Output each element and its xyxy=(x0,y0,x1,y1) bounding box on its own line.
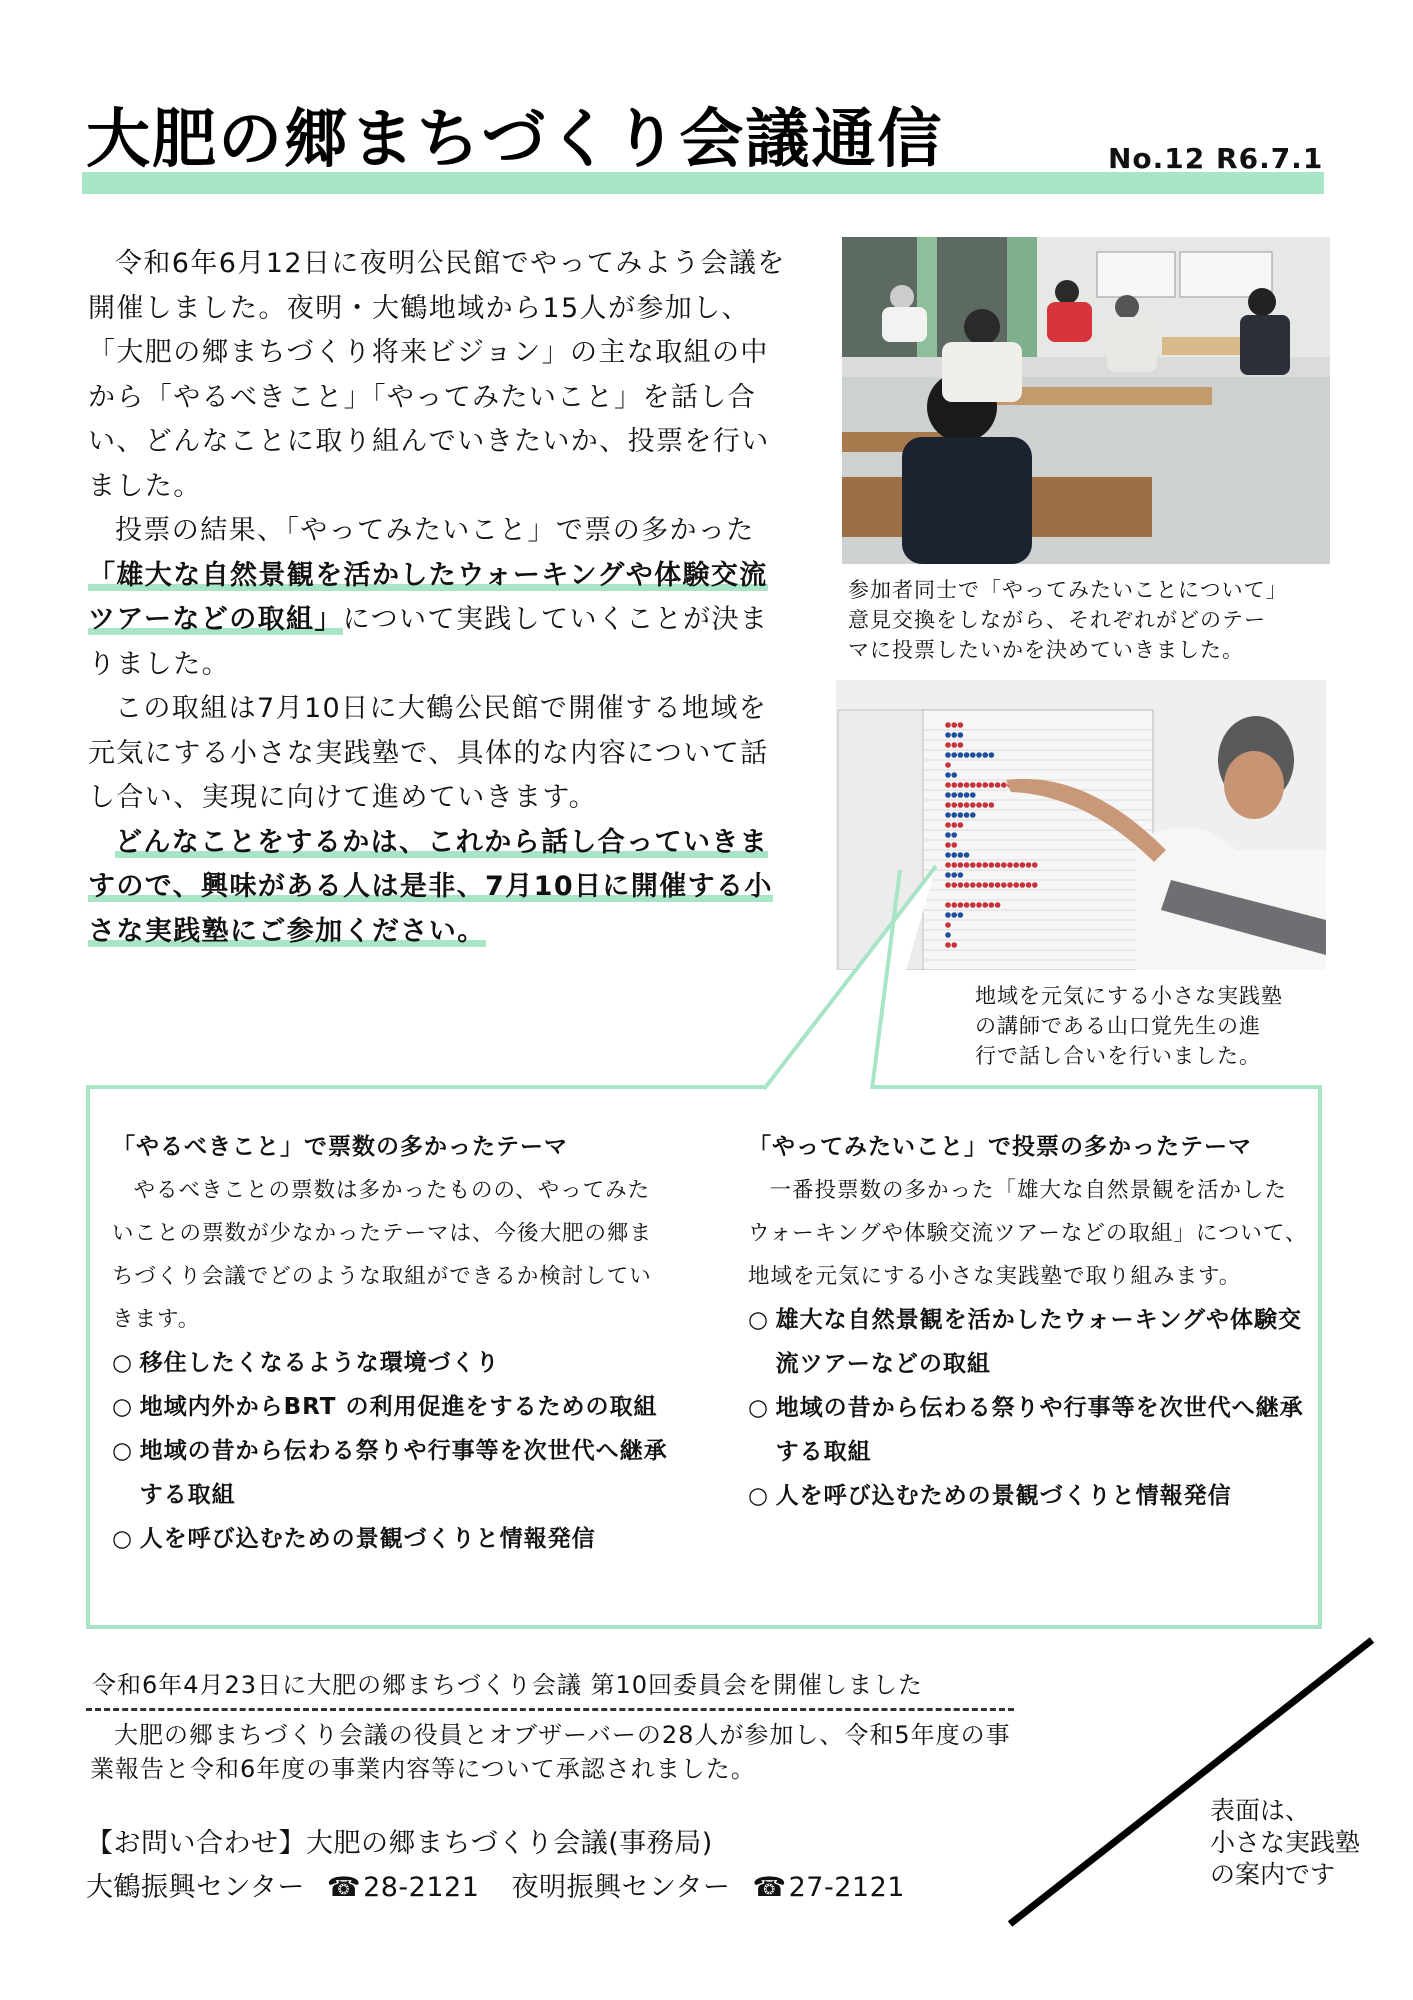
list-item: ○ 地域の昔から伝わる祭りや行事等を次世代へ継承する取組 xyxy=(748,1386,1308,1474)
must-do-heading: 「やるべきこと」で票数の多かったテーマ xyxy=(112,1134,568,1160)
phone-number: 27-2121 xyxy=(788,1872,905,1903)
phone-icon: ☎ xyxy=(326,1872,362,1903)
circle-bullet-icon: ○ xyxy=(748,1307,770,1333)
circle-bullet-icon: ○ xyxy=(112,1526,134,1552)
participation-callout: どんなことをするかは、これから話し合っていきますので、興味がある人は是非、7月10日に開催する小さな実践塾にご参加ください。 xyxy=(88,826,773,947)
newsletter-title: 大肥の郷まちづくり会議通信 xyxy=(86,103,944,177)
vote-board-photo-caption: 地域を元気にする小さな実践塾 の講師である山口覚先生の進 行で話し合いを行いました。 xyxy=(975,984,1283,1068)
circle-bullet-icon: ○ xyxy=(112,1438,134,1464)
circle-bullet-icon: ○ xyxy=(112,1350,134,1376)
circle-bullet-icon: ○ xyxy=(112,1394,134,1420)
article-paragraph-1: 令和6年6月12日に夜明公民館でやってみよう会議を開催しました。夜明・大鶴地域から15人が参加し、「大肥の郷まちづくり将来ビジョン」の主な取組の中から「やるべきこと」「やってみたいこと」を話し合い、どんなことに取り組んでいきたいか、投票を行いました。 xyxy=(88,248,786,502)
must-do-description: やるべきことの票数は多かったものの、やってみたいことの票数が少なかったテーマは、今後大肥の郷まちづくり会議でどのような取組ができるか検討していきます。 xyxy=(112,1178,653,1332)
article-paragraph-3: この取組は7月10日に大鶴公民館で開催する地域を元気にする小さな実践塾で、具体的な内容について話し合い、実現に向けて進めていきます。 xyxy=(88,693,769,813)
phone-icon: ☎ xyxy=(752,1872,787,1903)
issue-number-date: No.12 R6.7.1 xyxy=(1108,142,1324,175)
office-name: 大鶴振興センター xyxy=(86,1872,305,1903)
office-name: 夜明振興センター xyxy=(511,1872,731,1903)
highlighted-theme: 「雄大な自然景観を活かしたウォーキングや体験交流ツアーなどの取組」 xyxy=(88,559,768,635)
committee-heading: 令和6年4月23日に大肥の郷まちづくり会議 第10回委員会を開催しました xyxy=(92,1671,924,1699)
committee-body: 大肥の郷まちづくり会議の役員とオブザーバーの28人が参加し、令和5年度の事業報告と令和6年度の事業内容等について承認されました。 xyxy=(90,1721,1011,1783)
circle-bullet-icon: ○ xyxy=(748,1483,770,1509)
list-item: ○ 人を呼び込むための景観づくりと情報発信 xyxy=(112,1517,672,1561)
back-side-note: 表面は、 小さな実践塾 の案内です xyxy=(1210,1796,1361,1889)
list-item: ○ 地域の昔から伝わる祭りや行事等を次世代へ継承する取組 xyxy=(112,1429,672,1517)
phone-number: 28-2121 xyxy=(363,1872,480,1903)
list-item: ○ 雄大な自然景観を活かしたウォーキングや体験交流ツアーなどの取組 xyxy=(748,1298,1308,1386)
list-item: ○ 人を呼び込むための景観づくりと情報発信 xyxy=(748,1474,1308,1518)
list-item: ○ 地域内外からBRT の利用促進をするための取組 xyxy=(112,1385,672,1429)
meeting-photo-caption: 参加者同士で「やってみたいことについて」 意見交換をしながら、それぞれがどのテー マに投票したいかを決めていきました。 xyxy=(848,578,1288,662)
article-paragraph-2: 投票の結果、「やってみたいこと」で票の多かった「雄大な自然景観を活かしたウォーキングや体験交流ツアーなどの取組」について実践していくことが決まりました。 xyxy=(88,515,769,680)
want-to-do-heading: 「やってみたいこと」で投票の多かったテーマ xyxy=(748,1134,1252,1160)
want-to-do-description: 一番投票数の多かった「雄大な自然景観を活かしたウォーキングや体験交流ツアーなどの取組」について、地域を元気にする小さな実践塾で取り組みます。 xyxy=(748,1178,1308,1289)
contact-heading: 【お問い合わせ】大肥の郷まちづくり会議(事務局) xyxy=(86,1828,713,1859)
circle-bullet-icon: ○ xyxy=(748,1395,770,1421)
list-item: ○ 移住したくなるような環境づくり xyxy=(112,1341,672,1385)
